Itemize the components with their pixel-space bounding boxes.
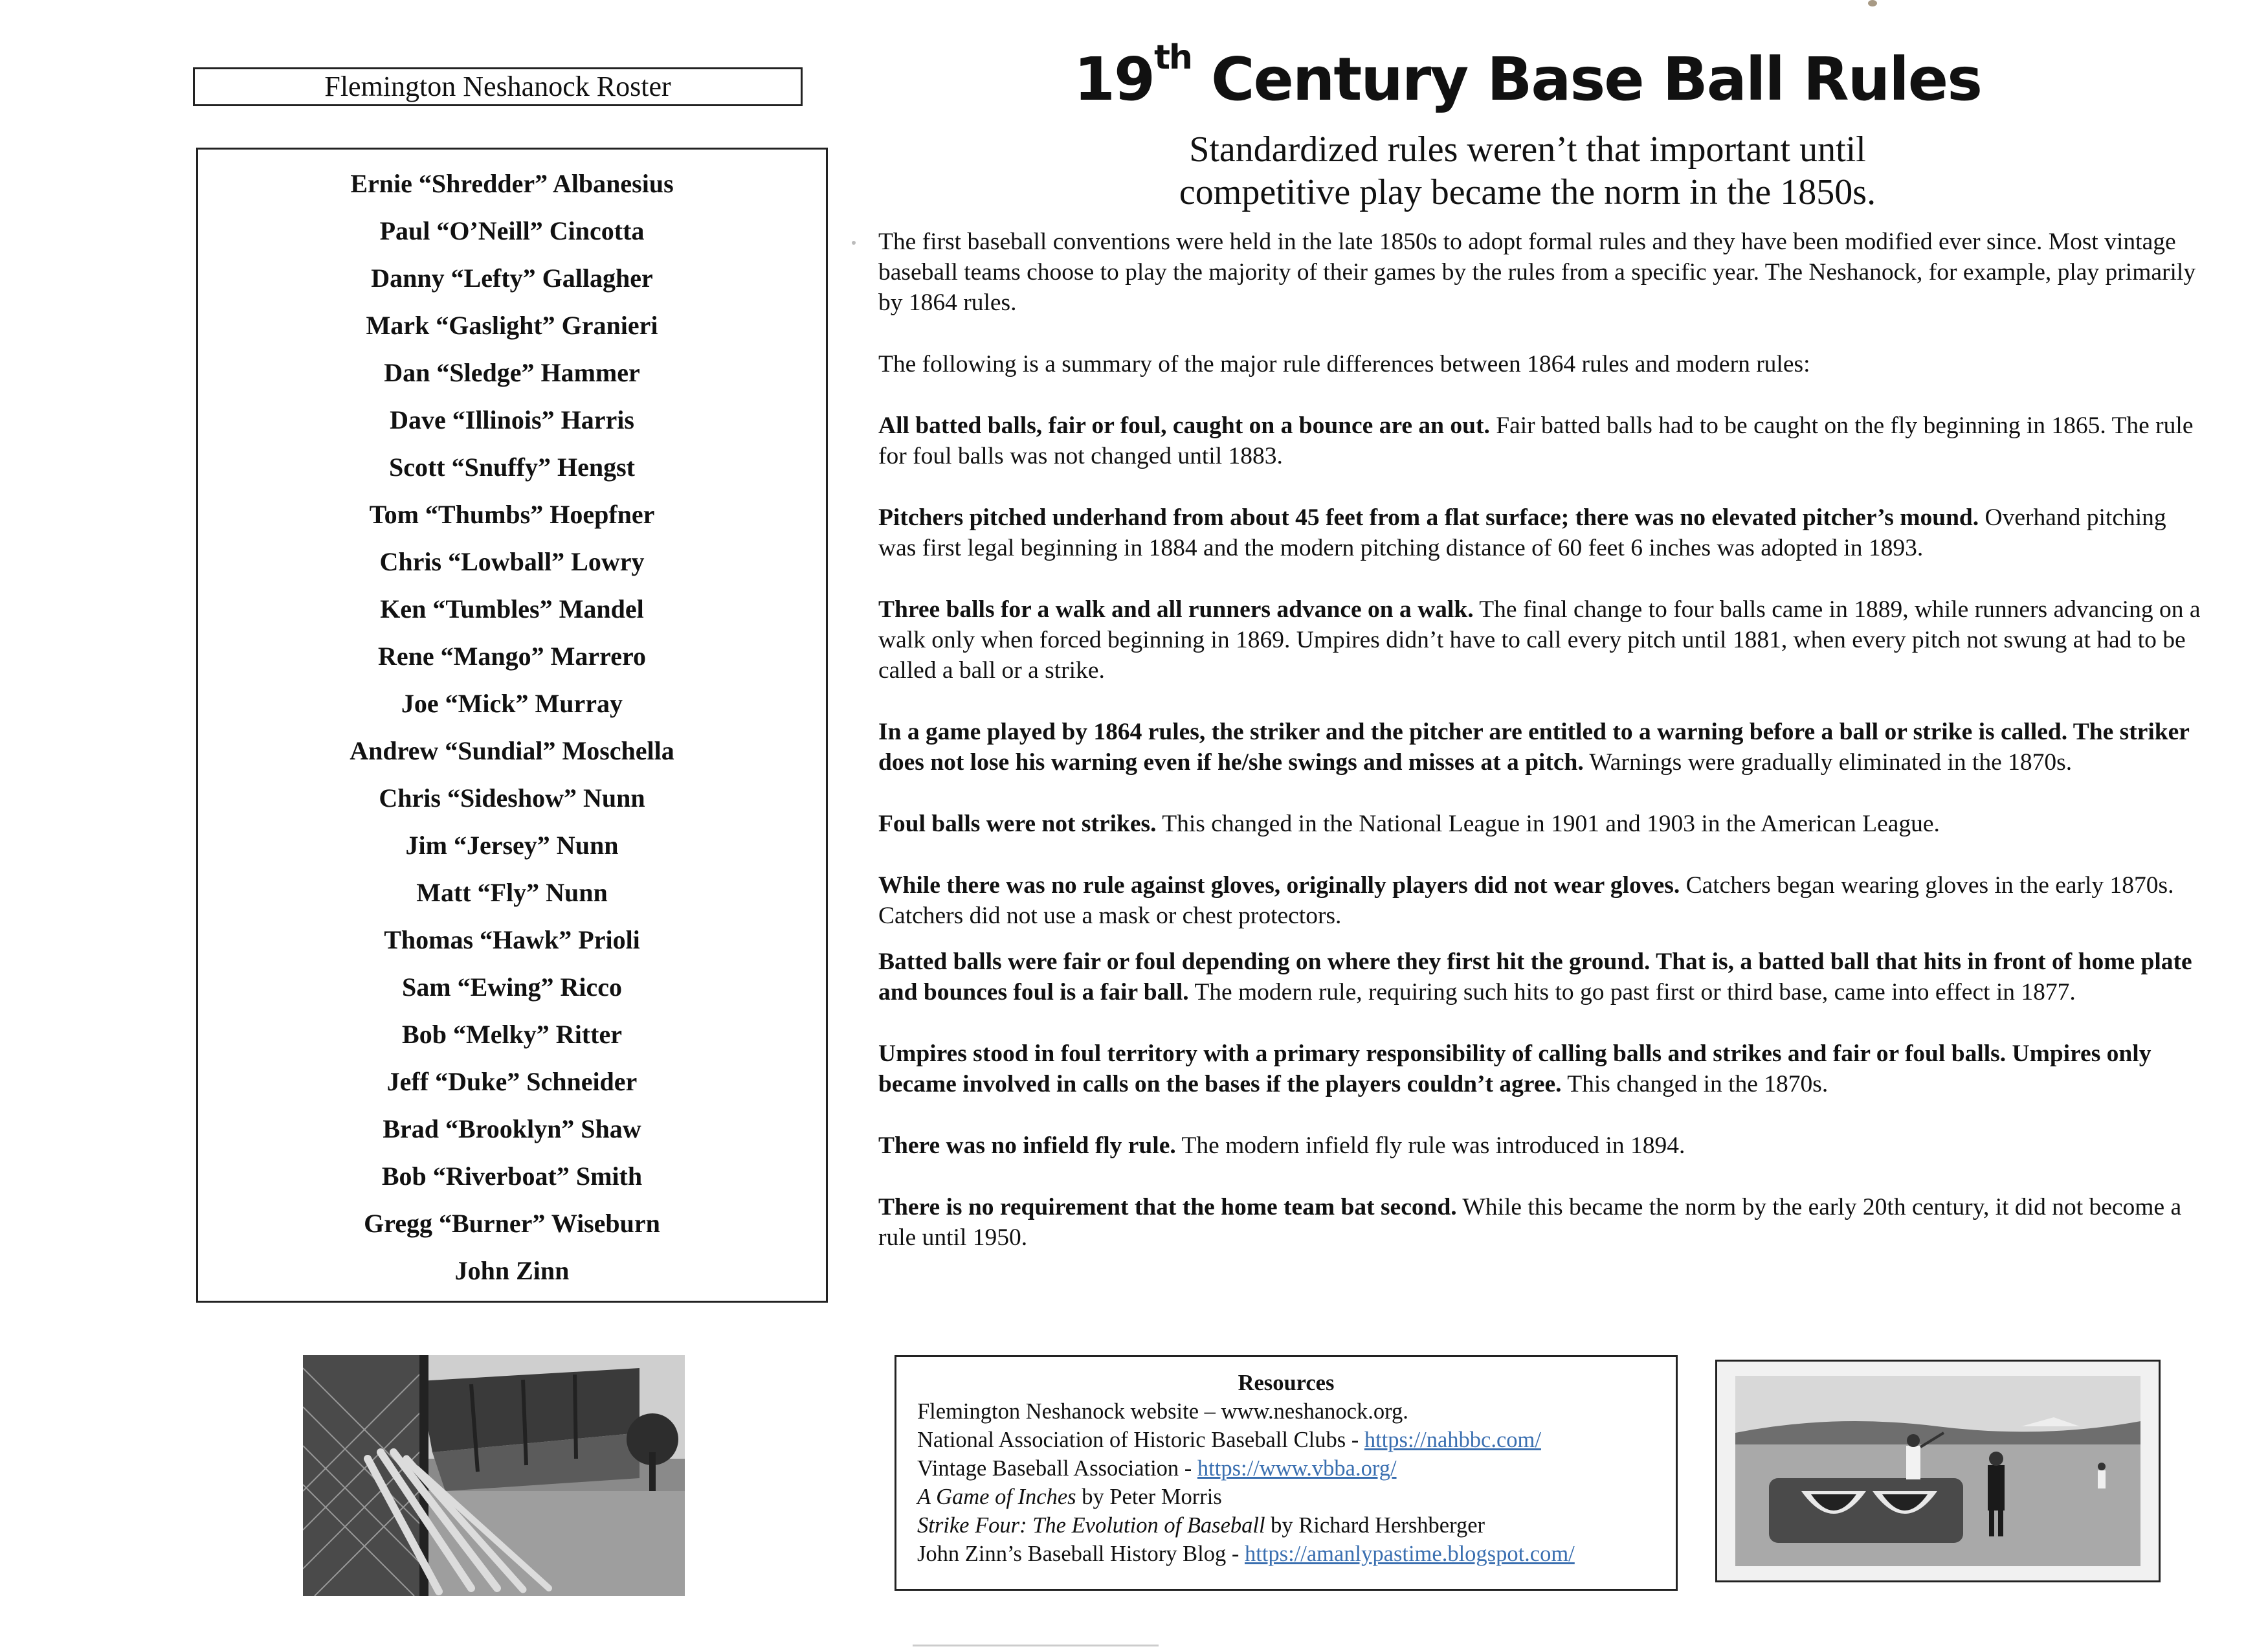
scan-speck (852, 241, 856, 245)
roster-player: Joe “Mick” Murray (401, 689, 623, 718)
page-subtitle (1062, 128, 1994, 214)
ballpark-photo (303, 1355, 685, 1596)
rule-paragraph (878, 809, 2205, 839)
book-title: A Game of Inches (917, 1485, 1076, 1509)
rules-body (878, 227, 2205, 1284)
scan-edge (913, 1645, 1159, 1646)
roster-player: Matt “Fly” Nunn (416, 878, 608, 907)
rule-heading: Foul balls were not strikes. (878, 811, 1157, 837)
rule-paragraph (878, 502, 2205, 563)
vintage-game-photo (1715, 1360, 2161, 1582)
rule-detail: Overhand pitching was first legal beginning in 1884 and the modern pitching distance of 60 feet 6 inches was adopted in 1893. (878, 504, 2166, 561)
roster-player: Chris “Lowball” Lowry (379, 547, 645, 576)
rule-paragraph (878, 947, 2205, 1007)
intro-paragraph: The first baseball conventions were held in the late 1850s to adopt formal rules and they have been modified ever since. Most vintage baseball teams choose to play the majority of their games by the rules from a specific year. The Neshanock, for example, play primarily by 1864 rules. (878, 229, 2196, 316)
resource-label: Vintage Baseball Association - (917, 1456, 1197, 1481)
roster-player: Bob “Melky” Ritter (402, 1020, 622, 1049)
resource-item (917, 1426, 1676, 1454)
resource-item (917, 1483, 1676, 1511)
roster-player: Ken “Tumbles” Mandel (380, 594, 644, 623)
resources-title: Resources (1238, 1371, 1335, 1395)
vintage-game-photo-graphic (1717, 1362, 2159, 1580)
resources-box (895, 1355, 1678, 1591)
rule-paragraph (878, 1130, 2205, 1161)
rule-detail: Warnings were gradually eliminated in the 1870s. (1583, 749, 2073, 776)
rule-detail: This changed in the National League in 1901 and 1903 in the American League. (1156, 811, 1940, 837)
rule-heading: Batted balls were fair or foul depending on where they first hit the ground. That is, a batted ball that hits in front of home plate and bounces foul is a fair ball. (878, 949, 2192, 1005)
rule-detail: The modern rule, requiring such hits to go past first or third base, came into effect in 1877. (1188, 979, 2076, 1005)
nahbbc-link[interactable]: https://nahbbc.com/ (1364, 1428, 1541, 1452)
roster-player: Bob “Riverboat” Smith (381, 1162, 643, 1191)
roster-list (198, 160, 826, 1294)
page-title (1062, 38, 1994, 115)
roster-player: Tom “Thumbs” Hoepfner (369, 500, 655, 529)
scan-speck (1868, 0, 1877, 6)
rule-paragraph (878, 1039, 2205, 1099)
rule-detail: Catchers began wearing gloves in the early 1870s. Catchers did not use a mask or chest protectors. (878, 872, 2174, 929)
ballpark-photo-graphic (303, 1355, 685, 1596)
roster-player: Andrew “Sundial” Moschella (350, 736, 674, 765)
title-text: Century Base Ball Rules (1191, 45, 1981, 114)
roster-player: Dave “Illinois” Harris (390, 405, 634, 434)
rule-heading: While there was no rule against gloves, originally players did not wear gloves. (878, 872, 1680, 899)
rule-paragraph (878, 717, 2205, 778)
roster-player: Sam “Ewing” Ricco (402, 972, 622, 1002)
rule-detail: This changed in the 1870s. (1561, 1071, 1829, 1097)
roster-player: John Zinn (454, 1256, 570, 1285)
roster-player: Brad “Brooklyn” Shaw (383, 1114, 641, 1143)
roster-title: Flemington Neshanock Roster (193, 67, 803, 106)
book-title: Strike Four: The Evolution of Baseball (917, 1513, 1265, 1538)
roster-player: Jeff “Duke” Schneider (386, 1067, 638, 1096)
rule-detail: The modern infield fly rule was introduced in 1894. (1175, 1132, 1685, 1159)
resource-label: National Association of Historic Baseball Clubs - (917, 1428, 1364, 1452)
rule-heading: There was no infield fly rule. (878, 1132, 1176, 1159)
resource-item (917, 1454, 1676, 1483)
roster-player: Rene “Mango” Marrero (378, 642, 646, 671)
title-superscript: th (1154, 38, 1192, 77)
rule-heading: There is no requirement that the home team bat second. (878, 1194, 1457, 1220)
rule-detail: While this became the norm by the early 20th century, it did not become a rule until 1950. (878, 1194, 2182, 1251)
rule-heading: All batted balls, fair or foul, caught on a bounce are an out. (878, 412, 1490, 439)
roster-player: Gregg “Burner” Wiseburn (364, 1209, 660, 1238)
roster-player: Chris “Sideshow” Nunn (379, 783, 645, 813)
rule-heading: Three balls for a walk and all runners advance on a walk. (878, 596, 1474, 623)
roster-player: Danny “Lefty” Gallagher (371, 264, 653, 293)
roster-player: Thomas “Hawk” Prioli (384, 925, 640, 954)
rule-heading: In a game played by 1864 rules, the striker and the pitcher are entitled to a warning before a ball or strike is called. The striker does not lose his warning even if he/she swings and misses at a pitch. (878, 719, 2190, 776)
blog-link[interactable]: https://amanlypastime.blogspot.com/ (1244, 1542, 1575, 1566)
book-author: by Peter Morris (1076, 1485, 1222, 1509)
roster-player: Dan “Sledge” Hammer (384, 358, 640, 387)
subtitle-line: Standardized rules weren’t that important until (1189, 129, 1866, 170)
roster-player: Jim “Jersey” Nunn (405, 831, 619, 860)
roster-player: Mark “Gaslight” Granieri (366, 311, 658, 340)
roster-player: Scott “Snuffy” Hengst (388, 453, 636, 482)
resource-item (917, 1511, 1676, 1540)
rule-paragraph (878, 410, 2205, 471)
vbba-link[interactable]: https://www.vbba.org/ (1197, 1456, 1397, 1481)
roster-player: Ernie “Shredder” Albanesius (350, 169, 674, 198)
rule-detail: The final change to four balls came in 1889, while runners advancing on a walk only when forced beginning in 1869. Umpires didn’t have to call every pitch until 1881, when every pitch not swung at had to be called a ball or a strike. (878, 596, 2201, 684)
intro-paragraph: The following is a summary of the major rule differences between 1864 rules and modern rules: (878, 351, 1810, 377)
resource-item (917, 1540, 1676, 1568)
rule-paragraph (878, 1192, 2205, 1253)
rule-heading: Pitchers pitched underhand from about 45 feet from a flat surface; there was no elevated pitcher’s mound. (878, 504, 1979, 531)
resource-item: Flemington Neshanock website – www.neshanock.org. (917, 1399, 1408, 1424)
subtitle-line: competitive play became the norm in the 1850s. (1179, 172, 1876, 212)
rule-detail: Fair batted balls had to be caught on the fly beginning in 1865. The rule for foul balls was not changed until 1883. (878, 412, 2194, 469)
roster-player: Paul “O’Neill” Cincotta (379, 216, 645, 245)
title-number: 19 (1074, 45, 1155, 114)
rule-paragraph (878, 594, 2205, 686)
book-author: by Richard Hershberger (1265, 1513, 1485, 1538)
roster-panel (196, 148, 828, 1303)
rule-paragraph (878, 870, 2205, 931)
resource-label: John Zinn’s Baseball History Blog - (917, 1542, 1245, 1566)
rule-heading: Umpires stood in foul territory with a primary responsibility of calling balls and strikes and fair or foul balls. Umpires only became involved in calls on the bases if the players couldn’t agree. (878, 1040, 2151, 1097)
